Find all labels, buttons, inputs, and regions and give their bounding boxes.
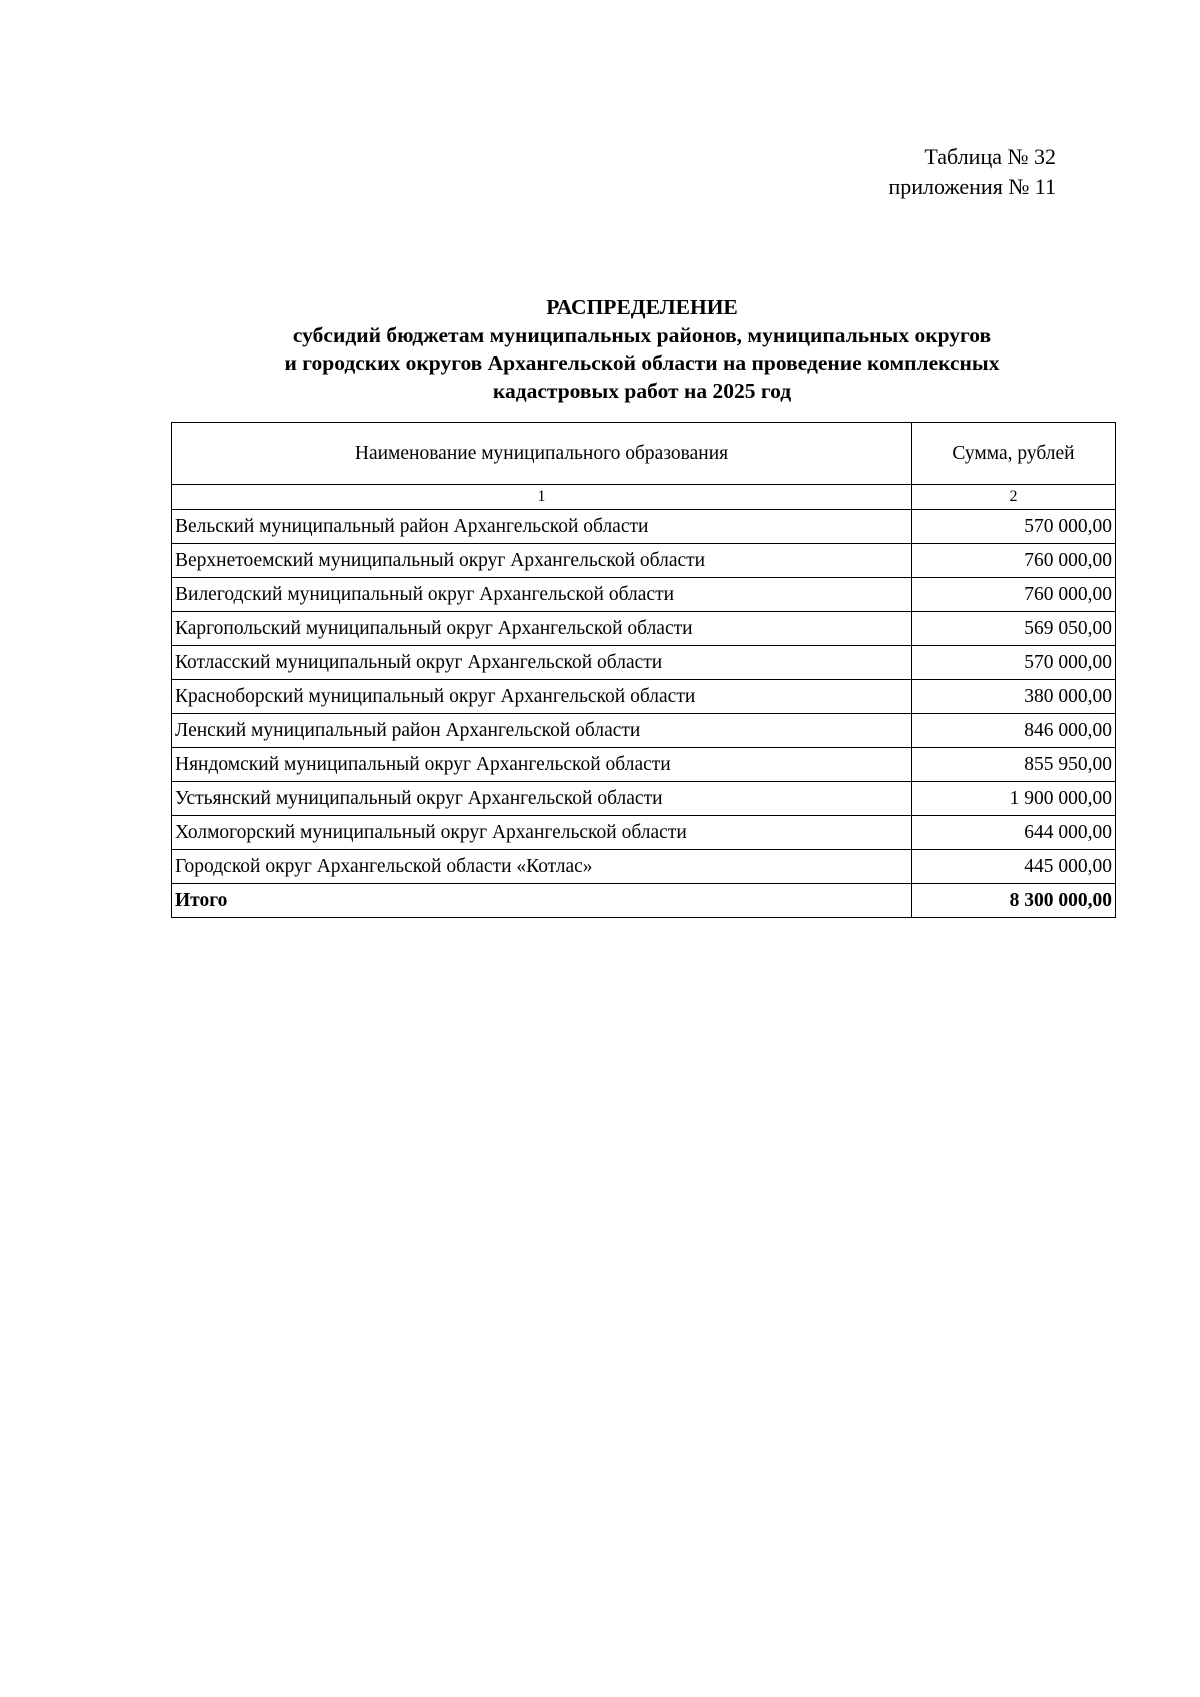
municipality-name: Вельский муниципальный район Архангельской области xyxy=(172,510,912,544)
municipality-name: Городской округ Архангельской области «Котлас» xyxy=(172,850,912,884)
subsidy-amount: 760 000,00 xyxy=(912,544,1116,578)
municipality-name: Вилегодский муниципальный округ Архангельской области xyxy=(172,578,912,612)
subsidy-amount: 570 000,00 xyxy=(912,510,1116,544)
municipality-name: Няндомский муниципальный округ Архангельской области xyxy=(172,748,912,782)
municipality-name: Котласский муниципальный округ Архангельской области xyxy=(172,646,912,680)
subsidy-amount: 1 900 000,00 xyxy=(912,782,1116,816)
subsidy-amount: 445 000,00 xyxy=(912,850,1116,884)
column-number-1: 1 xyxy=(172,485,912,510)
column-number-2: 2 xyxy=(912,485,1116,510)
municipality-name: Красноборский муниципальный округ Архангельской области xyxy=(172,680,912,714)
total-label: Итого xyxy=(172,884,912,918)
table-row xyxy=(172,612,1116,646)
column-header-amount: Сумма, рублей xyxy=(912,423,1116,485)
title-subheading-line-1: субсидий бюджетам муниципальных районов, муниципальных округов xyxy=(292,323,992,347)
municipality-name: Каргопольский муниципальный округ Архангельской области xyxy=(172,612,912,646)
column-header-name: Наименование муниципального образования xyxy=(172,423,912,485)
subsidy-amount: 380 000,00 xyxy=(912,680,1116,714)
total-amount: 8 300 000,00 xyxy=(912,884,1116,918)
title-subheading-line-3: кадастровых работ на 2025 год xyxy=(492,379,792,403)
municipality-name: Ленский муниципальный район Архангельской области xyxy=(172,714,912,748)
subsidy-amount: 644 000,00 xyxy=(912,816,1116,850)
total-row xyxy=(172,884,1116,918)
table-row xyxy=(172,510,1116,544)
table-row xyxy=(172,544,1116,578)
subsidy-amount: 846 000,00 xyxy=(912,714,1116,748)
table-number: Таблица № 32 xyxy=(924,144,1056,169)
table-header-row xyxy=(172,423,1116,485)
table-row xyxy=(172,850,1116,884)
table-row xyxy=(172,680,1116,714)
subsidy-amount: 855 950,00 xyxy=(912,748,1116,782)
table-row xyxy=(172,748,1116,782)
subsidy-amount: 569 050,00 xyxy=(912,612,1116,646)
document-title xyxy=(170,293,1114,405)
municipality-name: Устьянский муниципальный округ Архангельской области xyxy=(172,782,912,816)
table-row xyxy=(172,646,1116,680)
subsidy-amount: 570 000,00 xyxy=(912,646,1116,680)
column-number-row xyxy=(172,485,1116,510)
table-row xyxy=(172,714,1116,748)
table-reference xyxy=(889,142,1057,202)
distribution-table xyxy=(171,422,1116,918)
municipality-name: Верхнетоемский муниципальный округ Архангельской области xyxy=(172,544,912,578)
table-row xyxy=(172,578,1116,612)
subsidy-amount: 760 000,00 xyxy=(912,578,1116,612)
title-heading: РАСПРЕДЕЛЕНИЕ xyxy=(546,295,738,319)
table-row xyxy=(172,816,1116,850)
table-row xyxy=(172,782,1116,816)
title-subheading-line-2: и городских округов Архангельской области на проведение комплексных xyxy=(284,351,1000,375)
municipality-name: Холмогорский муниципальный округ Архангельской области xyxy=(172,816,912,850)
appendix-number: приложения № 11 xyxy=(888,174,1056,199)
